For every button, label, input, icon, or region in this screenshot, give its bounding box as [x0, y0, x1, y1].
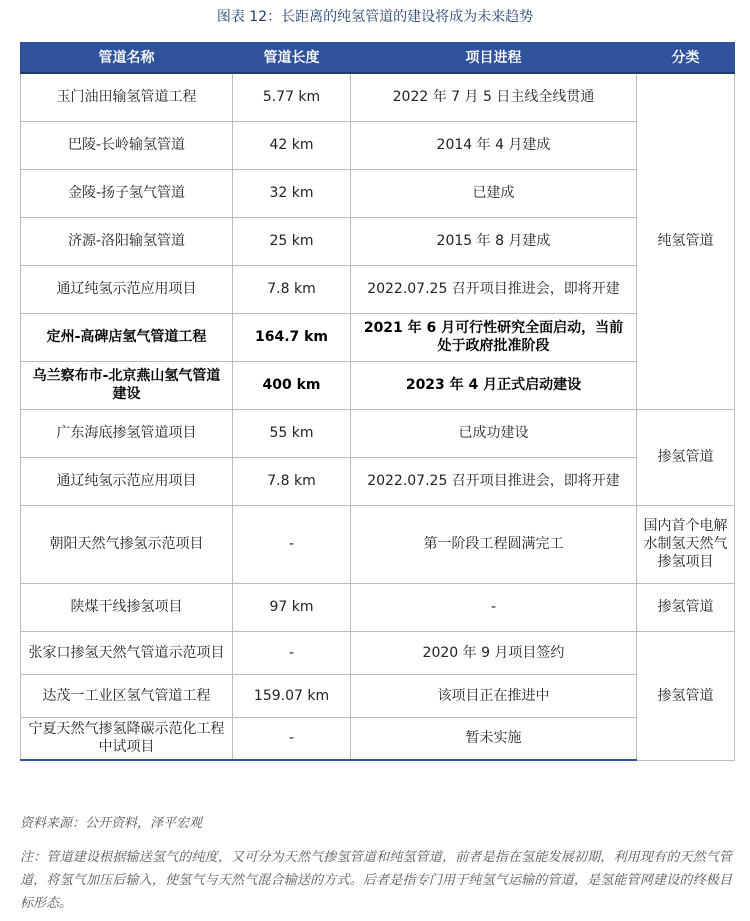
table-row: [21, 265, 735, 313]
pipeline-name: 通辽纯氢示范应用项目: [21, 265, 233, 313]
category-cell: 掺氢管道: [637, 583, 735, 631]
project-progress: 2023 年 4 月正式启动建设: [351, 361, 637, 409]
pipeline-length: 42 km: [233, 121, 351, 169]
project-progress: 2021 年 6 月可行性研究全面启动，当前处于政府批准阶段: [351, 313, 637, 361]
project-progress: 第一阶段工程圆满完工: [351, 505, 637, 583]
table-row: [21, 169, 735, 217]
project-progress: 2014 年 4 月建成: [351, 121, 637, 169]
pipeline-name: 达茂一工业区氢气管道工程: [21, 674, 233, 717]
pipeline-name: 朝阳天然气掺氢示范项目: [21, 505, 233, 583]
pipeline-table: [20, 42, 735, 761]
pipeline-length: 32 km: [233, 169, 351, 217]
pipeline-length: 400 km: [233, 361, 351, 409]
pipeline-name: 乌兰察布市-北京燕山氢气管道建设: [21, 361, 233, 409]
pipeline-name: 陕煤干线掺氢项目: [21, 583, 233, 631]
pipeline-length: 5.77 km: [233, 73, 351, 121]
table-header-row: [21, 43, 735, 74]
pipeline-length: -: [233, 717, 351, 760]
header-project-progress: 项目进程: [351, 43, 637, 74]
table-row: [21, 717, 735, 760]
pipeline-length: 25 km: [233, 217, 351, 265]
project-progress: 2022.07.25 召开项目推进会，即将开建: [351, 265, 637, 313]
project-progress: 2022.07.25 召开项目推进会，即将开建: [351, 457, 637, 505]
project-progress: -: [351, 583, 637, 631]
pipeline-name: 济源-洛阳输氢管道: [21, 217, 233, 265]
source-note: 资料来源：公开资料，泽平宏观: [20, 816, 203, 831]
table-row: [21, 631, 735, 674]
table-row: [21, 73, 735, 121]
pipeline-name: 张家口掺氢天然气管道示范项目: [21, 631, 233, 674]
pipeline-length: 97 km: [233, 583, 351, 631]
pipeline-name: 金陵-扬子氢气管道: [21, 169, 233, 217]
table-row: [21, 409, 735, 457]
pipeline-length: 55 km: [233, 409, 351, 457]
project-progress: 暂未实施: [351, 717, 637, 760]
pipeline-name: 宁夏天然气掺氢降碳示范化工程中试项目: [21, 717, 233, 760]
project-progress: 已成功建设: [351, 409, 637, 457]
project-progress: 已建成: [351, 169, 637, 217]
category-cell: 国内首个电解水制氢天然气掺氢项目: [637, 505, 735, 583]
table-row: [21, 583, 735, 631]
pipeline-name: 通辽纯氢示范应用项目: [21, 457, 233, 505]
header-pipeline-name: 管道名称: [21, 43, 233, 74]
pipeline-name: 广东海底掺氢管道项目: [21, 409, 233, 457]
table-row: [21, 505, 735, 583]
pipeline-length: 164.7 km: [233, 313, 351, 361]
header-pipeline-length: 管道长度: [233, 43, 351, 74]
table-row: [21, 121, 735, 169]
pipeline-length: 159.07 km: [233, 674, 351, 717]
table-row: [21, 361, 735, 409]
header-category: 分类: [637, 43, 735, 74]
pipeline-length: 7.8 km: [233, 457, 351, 505]
category-cell: 纯氢管道: [637, 73, 735, 409]
pipeline-name: 玉门油田输氢管道工程: [21, 73, 233, 121]
pipeline-length: -: [233, 631, 351, 674]
category-cell: 掺氢管道: [637, 631, 735, 760]
table-row: [21, 313, 735, 361]
category-cell: 掺氢管道: [637, 409, 735, 505]
footnote: 注：管道建设根据输送氢气的纯度，又可分为天然气掺氢管道和纯氢管道，前者是指在氢能发展初期，利用现有的天然气管道，将氢气加压后输入，使氢气与天然气混合输送的方式。后者是指专门用于纯氢气运输的管道，是氢能管网建设的终极目标形态。: [20, 850, 732, 911]
pipeline-name: 巴陵-长岭输氢管道: [21, 121, 233, 169]
table-row: [21, 457, 735, 505]
project-progress: 2015 年 8 月建成: [351, 217, 637, 265]
pipeline-length: 7.8 km: [233, 265, 351, 313]
table-row: [21, 674, 735, 717]
figure-title: 图表 12：长距离的纯氢管道的建设将成为未来趋势: [216, 9, 534, 25]
project-progress: 该项目正在推进中: [351, 674, 637, 717]
table-row: [21, 217, 735, 265]
pipeline-name: 定州-高碑店氢气管道工程: [21, 313, 233, 361]
pipeline-length: -: [233, 505, 351, 583]
project-progress: 2022 年 7 月 5 日主线全线贯通: [351, 73, 637, 121]
project-progress: 2020 年 9 月项目签约: [351, 631, 637, 674]
